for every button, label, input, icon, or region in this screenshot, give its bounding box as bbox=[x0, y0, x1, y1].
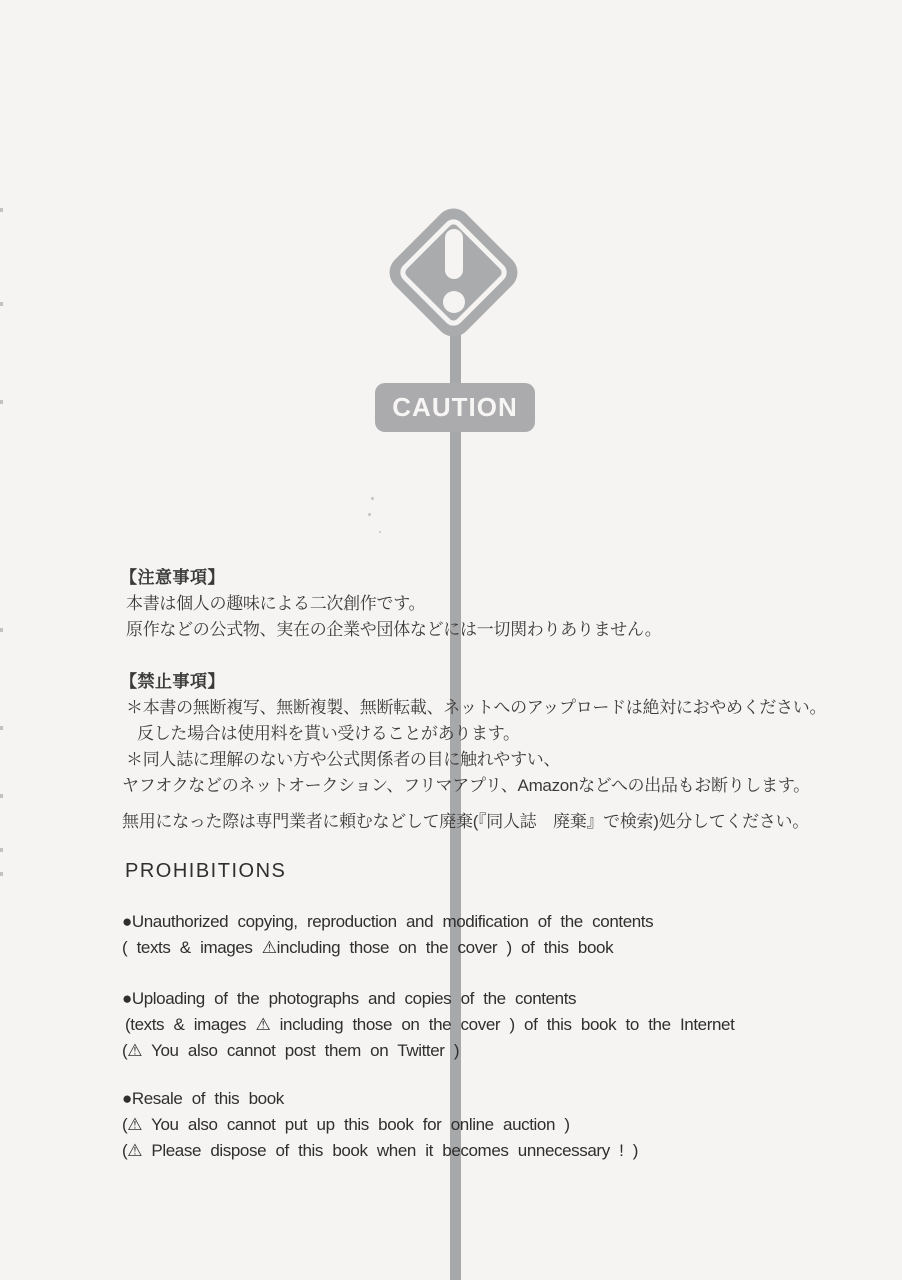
en-line: ●Unauthorized copying, reproduction and modification of the contents bbox=[122, 912, 654, 931]
exclamation-bar bbox=[445, 229, 463, 279]
jp-forbidden-line: 反した場合は使用料を貰い受けることがあります。 bbox=[137, 724, 520, 743]
edge-scan-mark bbox=[0, 848, 3, 852]
exclamation-dot bbox=[443, 291, 465, 313]
edge-scan-mark bbox=[0, 872, 3, 876]
en-prohibitions-heading: PROHIBITIONS bbox=[125, 860, 287, 882]
edge-scan-mark bbox=[0, 794, 3, 798]
scan-speck bbox=[379, 531, 381, 533]
en-prohibition-item bbox=[122, 986, 734, 1064]
edge-scan-mark bbox=[0, 726, 3, 730]
jp-notice-heading: 【注意事項】 bbox=[120, 568, 225, 587]
en-prohibition-item bbox=[122, 909, 653, 961]
jp-forbidden-line: ＊同人誌に理解のない方や公式関係者の目に触れやすい、 bbox=[126, 750, 561, 769]
caution-label: CAUTION bbox=[392, 392, 518, 422]
jp-forbidden-heading: 【禁止事項】 bbox=[120, 672, 225, 691]
en-prohibition-item bbox=[122, 1086, 638, 1164]
jp-notice-line: 本書は個人の趣味による二次創作です。 bbox=[126, 594, 426, 613]
jp-forbidden-line: ヤフオクなどのネットオークション、フリマアプリ、Amazonなどへの出品もお断りします。 bbox=[122, 776, 810, 795]
exclamation-icon bbox=[403, 222, 504, 323]
en-line: ●Uploading of the photographs and copies of the contents bbox=[122, 989, 577, 1008]
en-line: (⚠ Please dispose of this book when it becomes unnecessary ! ) bbox=[122, 1141, 639, 1160]
jp-forbidden-section bbox=[120, 669, 826, 799]
en-line: ( texts & images ⚠including those on the cover ) of this book bbox=[122, 938, 614, 957]
en-line: ●Resale of this book bbox=[122, 1089, 284, 1108]
en-line: (⚠ You also cannot post them on Twitter ) bbox=[122, 1041, 460, 1060]
jp-notice-line: 原作などの公式物、実在の企業や団体などには一切関わりありません。 bbox=[126, 620, 662, 639]
edge-scan-mark bbox=[0, 628, 3, 632]
caution-sign-diamond bbox=[382, 201, 525, 344]
edge-scan-mark bbox=[0, 400, 3, 404]
jp-disposal-line: 無用になった際は専門業者に頼むなどして廃棄(『同人誌 廃棄』で検索)処分してください。 bbox=[122, 812, 809, 831]
en-line: (⚠ You also cannot put up this book for online auction ) bbox=[122, 1115, 570, 1134]
edge-scan-mark bbox=[0, 302, 3, 306]
scan-speck bbox=[371, 497, 374, 500]
edge-scan-mark bbox=[0, 208, 3, 212]
en-line: (texts & images ⚠ including those on the cover ) of this book to the Internet bbox=[125, 1015, 735, 1034]
jp-forbidden-line: ＊本書の無断複写、無断複製、無断転載、ネットへのアップロードは絶対におやめください。 bbox=[126, 698, 827, 717]
jp-notice-section bbox=[120, 565, 661, 643]
scan-speck bbox=[368, 513, 371, 516]
caution-plate bbox=[375, 383, 535, 432]
